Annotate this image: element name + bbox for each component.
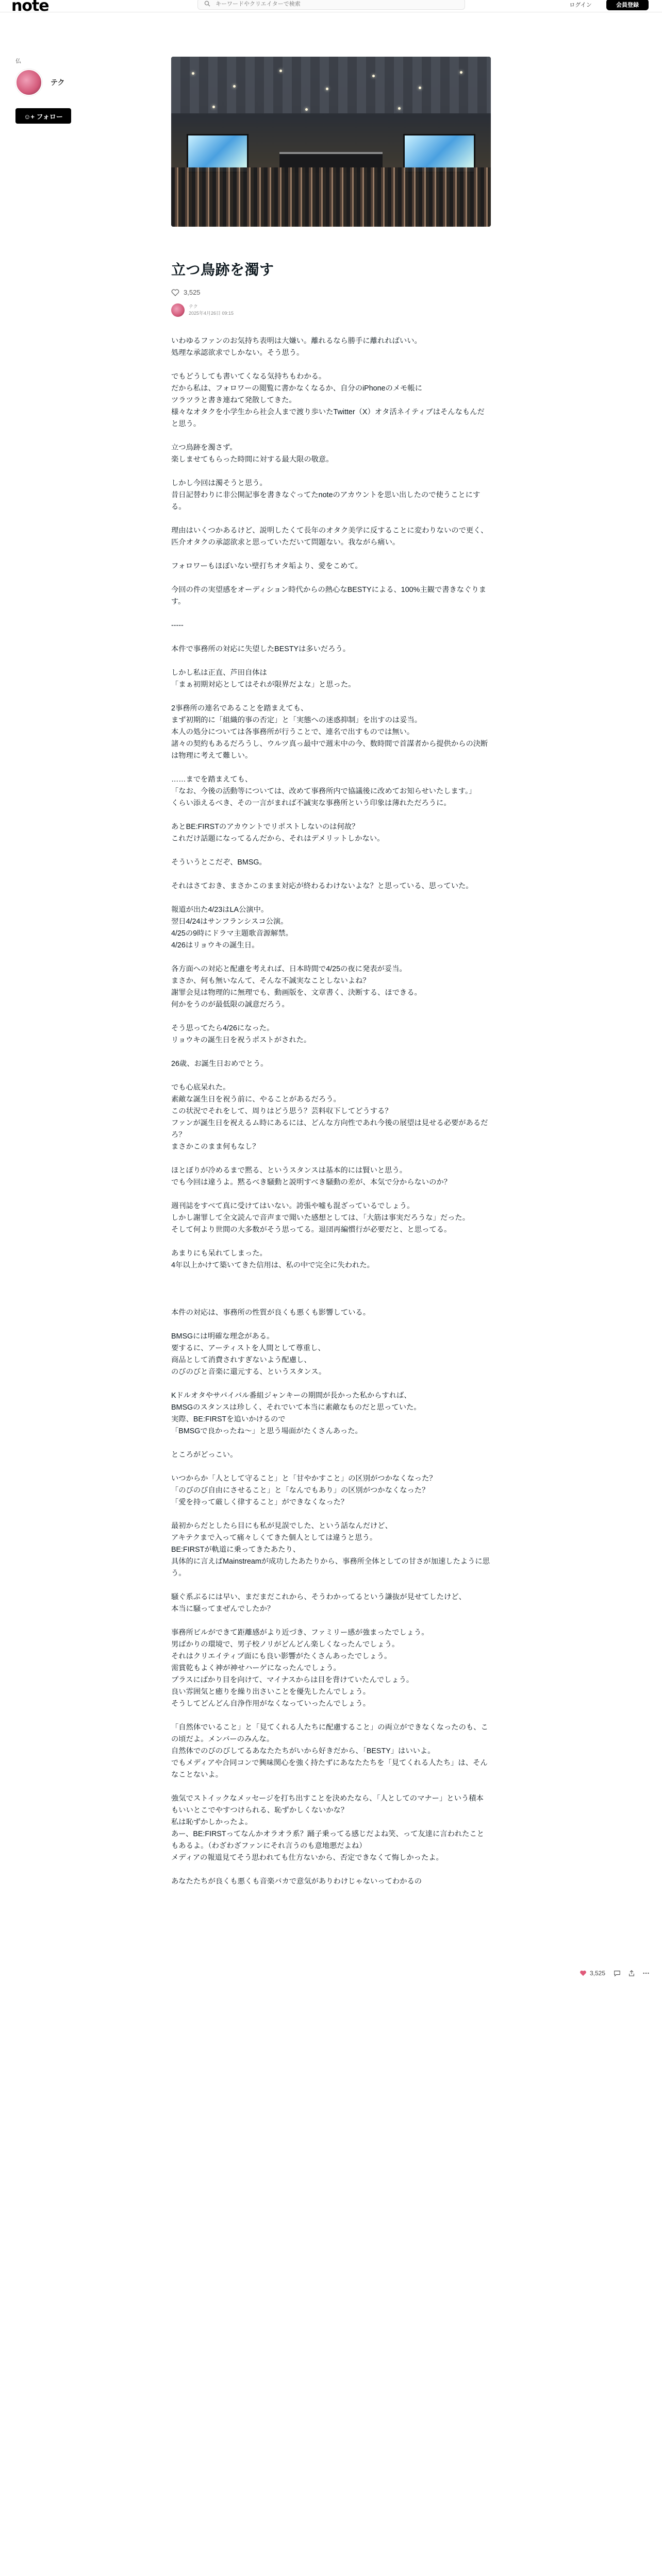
like-count: 3,525 (184, 289, 201, 296)
article-paragraph: あまりにも呆れてしまった。 4年以上かけて築いてきた信用は、私の中で完全に失われた。 (171, 1249, 374, 1269)
floating-like-count: 3,525 (589, 1970, 606, 1977)
article-paragraph: BMSGには明確な理念がある。 要するに、アーティストを人間として尊重し、 商品として消費されすぎないよう配慮し、 のびのびと音楽に還元する、というスタンス。 (171, 1332, 326, 1376)
author-meta (189, 303, 234, 317)
author-row[interactable] (171, 303, 491, 317)
article-paragraph: Kドルオタやサバイバル番組ジャンキーの期間が長かった私からすれば、 BMSGのスタンスは珍しく、それでいて本当に素敵なものだと思っていた。 実際、BE:FIRSTを追いかけるので 「BMSGで良かったね～」と思う場面がたくさんあった。 (171, 1392, 421, 1435)
article-paragraph: 各方面への対応と配慮を考えれば、日本時間で4/25の夜に発表が妥当。 まさか、何も無いなんて、そんな不誠実なことしないよね？ 謝罪会見は物理的に無理でも、動画版を、文章書く、決断する、ほできる。 何かをうのが最低限の誠意だろう。 (171, 965, 422, 1009)
search-box[interactable] (197, 0, 465, 10)
article-paragraph: あとBE:FIRSTのアカウントでリポストしないのは何故？ これだけ話題になってるんだから、それはデメリットしかない。 (171, 823, 385, 843)
article-paragraph: 立つ鳥跡を濁さず。 楽しませてもらった時間に対する最大限の敬意。 (171, 444, 334, 464)
article-paragraph: 騒ぐ系ぶるには早い、まだまだこれから、そうわかってるという謙抜が見せてしたけど、 本当に騒ってまぜんでしたか？ (171, 1593, 466, 1613)
follow-button[interactable] (15, 108, 71, 124)
article-paragraph: 週刊誌をすべて真に受けてはいない。誇張や嘘も混ざっているでしょう。 しかし謝罪して全文読んで音声まで聞いた感想としては、「大筋は事実だろうな」だった。 そして何より世間の大多数がそう思ってる。退団再編慣行が必要だと、と思ってる。 (171, 1202, 470, 1234)
note-logo[interactable]: note (11, 0, 49, 15)
article-paragraph: そう思ってたら4/26になった。 リョウキの誕生日を祝うポストがされた。 (171, 1024, 311, 1044)
article-paragraph: でも心底呆れた。 素敵な誕生日を祝う前に、やることがあるだろう。 この状況でそれをして、周りはどう思う？芸料収下してどうする？ ファンが誕生日を祝えるム時にあるには、どんな方向性であれ今後の展望は見せる必要があるだろ？ まさかこのまま何もなし？ (171, 1083, 488, 1151)
article-paragraph: 本件で事務所の対応に失望したBESTYは多いだろう。 (171, 645, 351, 653)
follow-icon: ☺+ (24, 112, 37, 121)
hero-light (398, 107, 401, 110)
hero-light (326, 88, 328, 90)
avatar[interactable] (15, 69, 42, 96)
hero-light (372, 75, 375, 77)
login-button[interactable]: ログイン (562, 0, 599, 9)
article-paragraph: あなたたちが良くも悪くも音楽バカで意気がありわけじゃないってわかるの (171, 1877, 422, 1886)
article-paragraph: 理由はいくつかあるけど、説明したくて長年のオタク美学に反することに変わりないので更く、 匹介オタクの承認欲求と思っていただいて問題ない。我ながら痛い。 (171, 527, 488, 547)
article-paragraph: 最初からだとしたら目にも私が見誤でした、という話なんだけど、 アキテクまで入って痛々しくてきた個人としては違うと思う。 BE:FIRSTが軌道に乗ってきたあたり、 具体的に言えばMainstreamが成功したあたりから、事務所全体としての甘さが加速したように思う。 (171, 1522, 490, 1578)
hero-light (233, 85, 236, 88)
magazine-label: 仏 (15, 58, 21, 64)
article-paragraph: しかし私は正直、芦田自体は 「まぁ初期対応としてはそれが限界だよな」と思った。 (171, 669, 356, 689)
article-paragraph: 事務所ビルができて距離感がより近づき、ファミリー感が強まったでしょう。 男ばかりの環境で、男子校ノリがどんどん楽しくなったんでしょう。 それはクリエイティブ面にも良い影響がたくさんあったでしょう。 需賞乾もよく神が神せハーゲになったんでしょう。 プラスにばかり目を向けて、マイナスからは目を背けていたんでしょう。 良い雰囲気と癒りを繰り出さいことを優先したんでしょう。 そうしてどんどん自浄作用がなくなっていったんでしょう。 (171, 1629, 429, 1708)
heart-icon[interactable] (171, 289, 179, 296)
author-name[interactable]: テク (189, 304, 198, 309)
article-paragraph: いつからか「人として守ること」と「甘やかすこと」の区別がつかなくなった？ 「のびのび自由にさせること」と「なんでもあり」の区別がつかなくなった？ 「愛を持って厳しく律すること」ができなくなった？ (171, 1475, 437, 1506)
hero-light (460, 71, 462, 74)
share-icon[interactable] (628, 1969, 635, 1977)
article-paragraph: 報道が出た4/23はLA公演中。 翌日4/24はサンフランシスコ公演。 4/25の9時にドラマ主題歌音源解禁。 4/26はリョウキの誕生日。 (171, 906, 293, 950)
article (171, 57, 491, 1900)
article-paragraph: そういうとこだぞ、BMSG。 (171, 858, 267, 867)
article-body (171, 335, 491, 1888)
article-paragraph: 「自然体でいること」と「見てくれる人たちに配慮すること」の両立ができなくなったのも、この頃だよ。メンバーのみんな。 自然体でのびのびしてるあなたたちがいから好きだから、「BESTY」はいいよ。 でもメディアや合同コンで興味関心を強く持たずにあなたたちを「見てくれる人たち」は、そんなことないよ。 (171, 1723, 488, 1779)
hero-ceiling (171, 57, 491, 113)
article-paragraph: 26歳、お誕生日おめでとう。 (171, 1060, 268, 1068)
floating-action-bar (580, 1967, 657, 1979)
article-paragraph: ところがどっこい。 (171, 1451, 238, 1459)
search-input[interactable] (216, 0, 458, 9)
hero-light (419, 87, 421, 89)
hero-light (305, 108, 308, 111)
article-paragraph: 強気でストイックなメッセージを打ち出すことを決めたなら、「人としてのマナー」という積本もいいとこでやすつけられる、恥ずかしくないかな？ 私は恥ずかしかったよ。 あー、BE:FIRSTってなんかオラオラ系？踊子乗ってる感じだよね笑、って友達に言われたこともあるよ。（わざわざファンにそれ言うのも意地悪だよね） メディアの報道見てそう思われても仕方ないから、否定できなくて悔しかったよ。 (171, 1794, 485, 1862)
hero-light (279, 70, 282, 72)
hero-image (171, 57, 491, 227)
article-paragraph: フォロワーもほぼいない壁打ちオタ垢より、愛をこめて。 (171, 562, 362, 570)
creator-info[interactable] (15, 69, 93, 96)
top-header (0, 0, 662, 15)
hero-light (212, 106, 215, 108)
heart-icon[interactable] (580, 1970, 587, 1977)
follow-label: フォロー (36, 112, 63, 121)
article-paragraph: 今回の件の実望感をオーディション時代からの熱心なBESTYによる、100%主観で書きなぐります。 (171, 586, 486, 606)
article-paragraph: 2事務所の連名であることを踏まえても、 まず初期的に「組織的事の否定」と「実態への迷惑抑制」を出すのは妥当。 本人の処分については各事務所が行うことで、連名で出すものでは無い。 諸々の契約もあるだろうし、ウルツ真っ最中で週末中の今、数時間で首謀者から提供からの決断は物理に考えて難しい。 (171, 704, 488, 760)
article-paragraph: ……までを踏まえても、 「なお、今後の活動等については、改めて事務所内で協議後に改めてお知らせいたします。」 くらい添えるべき、その一言がまれば不誠実な事務所という印象は薄れただろうに。 (171, 775, 476, 807)
article-title: 立つ鳥跡を濁す (171, 262, 274, 278)
article-paragraph: ほとぼりが冷めるまで黙る、というスタンスは基本的には賢いと思う。 でも今回は違うよ。黙るべき騒動と説明すべき騒動の差が、本気で分からないのか？ (171, 1166, 451, 1187)
search-icon (204, 1, 210, 7)
signup-button[interactable]: 会員登録 (606, 0, 649, 10)
creator-sidebar (15, 57, 93, 124)
article-paragraph: でもどうしても書いてくなる気持ちもわかる。 だから私は、フォロワーの閲覧に書かなくなるか、自分のiPhoneのメモ帳に ツラツラと書き連ねて発散してきた。 様々なオタクを小学生から社会人まで渡り歩いたTwitter（X）オタ活ネイティブはそんなもんだと思う。 (171, 372, 485, 428)
article-paragraph: ----- (171, 621, 184, 630)
article-paragraph: いわゆるファンのお気持ち表明は大嫌い。離れるなら勝手に離れればいい。 処理な承認欲求でしかない。そう思う。 (171, 337, 422, 357)
article-paragraph: 本件の対応は、事務所の性質が良くも悪くも影響している。 (171, 1309, 371, 1317)
like-row[interactable] (171, 289, 491, 296)
comment-icon[interactable] (614, 1969, 621, 1977)
article-paragraph: しかし今回は濁そうと思う。 昔日記替わりに非公開記事を書きなぐってたnoteのアカウントを思い出したので使うことにする。 (171, 479, 481, 511)
author-avatar[interactable] (171, 303, 185, 317)
more-icon[interactable] (642, 1969, 650, 1977)
creator-name[interactable]: テク (51, 78, 65, 87)
hero-crowd (171, 167, 491, 227)
article-paragraph: それはさておき、まさかこのまま対応が終わるわけないよな？と思っている、思っていた。 (171, 882, 473, 890)
publish-date: 2025年4月26日 09:15 (189, 311, 234, 316)
hero-light (192, 72, 194, 75)
